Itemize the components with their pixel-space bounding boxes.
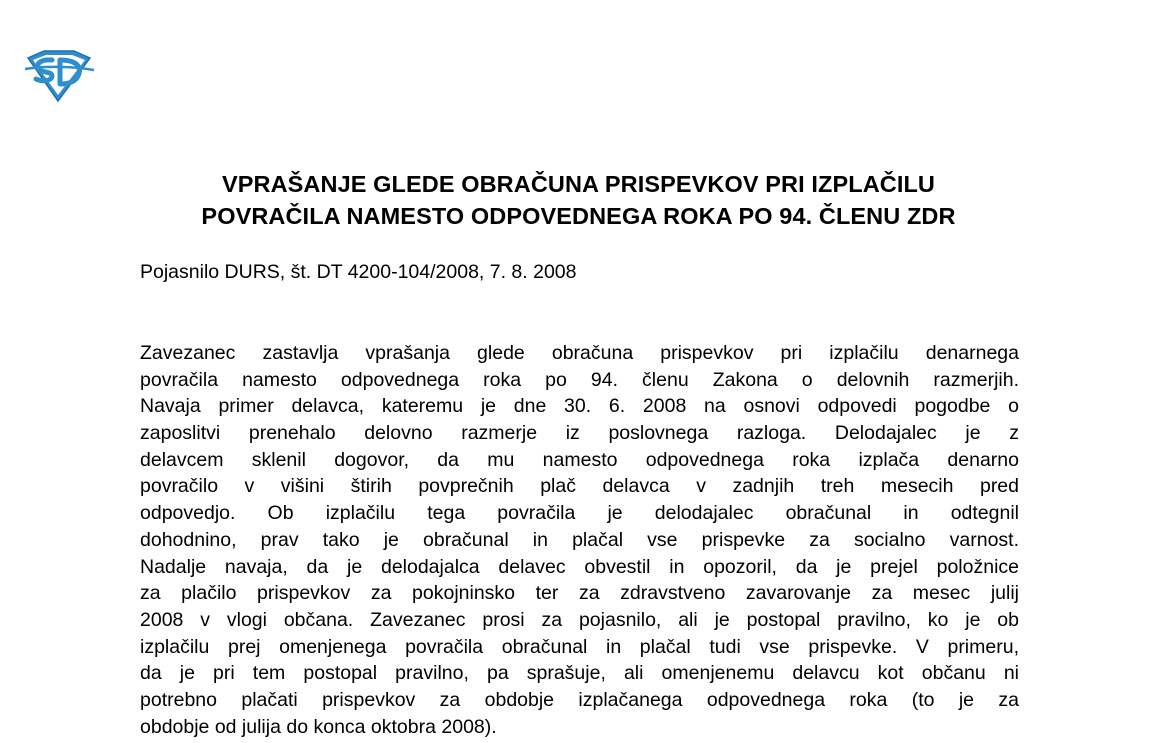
body-line: odpovedjo. Ob izplačilu tega povračila je delodajalec obračunal in odtegnil bbox=[140, 502, 1019, 525]
sd-logo-icon bbox=[22, 48, 96, 104]
body-line: Nadalje navaja, da je delodajalca delavec obvestil in opozoril, da je prejel položnice bbox=[140, 555, 1019, 578]
body-line: zaposlitvi prenehalo delovno razmerje iz poslovnega razloga. Delodajalec je z bbox=[140, 422, 1019, 445]
body-line: izplačilu prej omenjenega povračila obračunal in plačal tudi vse prispevke. V primeru, bbox=[140, 635, 1019, 658]
body-line: obdobje od julija do konca oktobra 2008). bbox=[140, 715, 497, 738]
body-line: da je pri tem postopal pravilno, pa sprašuje, ali omenjenemu delavcu kot občanu ni bbox=[140, 662, 1019, 685]
body-line: Navaja primer delavca, kateremu je dne 30. 6. 2008 na osnovi odpovedi pogodbe o bbox=[140, 395, 1019, 418]
body-line: delavcem sklenil dogovor, da mu namesto odpovednega roka izplača denarno bbox=[140, 448, 1019, 471]
title-line-1: VPRAŠANJE GLEDE OBRAČUNA PRISPEVKOV PRI IZPLAČILU bbox=[221, 171, 936, 197]
body-line: dohodnino, prav tako je obračunal in plačal vse prispevke za socialno varnost. bbox=[140, 528, 1019, 551]
body-line: Zavezanec zastavlja vprašanja glede obračuna prispevkov pri izplačilu denarnega bbox=[140, 342, 1019, 364]
body-line: potrebno plačati prispevkov za obdobje izplačanega odpovednega roka (to je za bbox=[140, 688, 1019, 711]
document-title bbox=[0, 168, 1157, 232]
document-reference: Pojasnilo DURS, št. DT 4200-104/2008, 7. 8. 2008 bbox=[140, 261, 577, 283]
body-line: povračila namesto odpovednega roka po 94. členu Zakona o delovnih razmerjih. bbox=[140, 368, 1019, 391]
body-line: povračilo v višini štirih povprečnih plač delavca v zadnjih treh mesecih pred bbox=[140, 475, 1019, 498]
body-line: 2008 v vlogi občana. Zavezanec prosi za pojasnilo, ali je postopal pravilno, ko je ob bbox=[140, 608, 1019, 631]
body-paragraph bbox=[140, 340, 1019, 740]
title-line-2: POVRAČILA NAMESTO ODPOVEDNEGA ROKA PO 94. ČLENU ZDR bbox=[201, 203, 956, 229]
body-line: za plačilo prispevkov za pokojninsko ter za zdravstveno zavarovanje za mesec julij bbox=[140, 582, 1019, 605]
company-logo bbox=[22, 48, 96, 104]
